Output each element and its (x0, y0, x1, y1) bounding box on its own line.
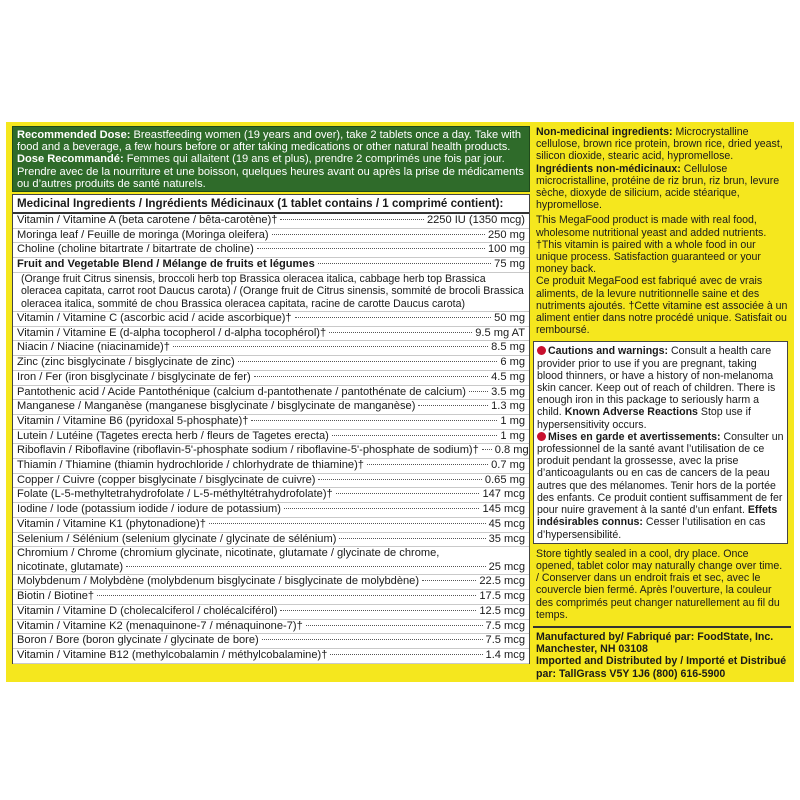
nonmed-text: Microcrystalline cellulose, brown rice protein, brown rice, dried yeast, silicon dioxide, stearic acid, hypromellose. (536, 126, 783, 163)
ingredient-amount: 8.5 mg (491, 341, 525, 354)
chromium-row (13, 547, 529, 575)
leader-dots (173, 346, 488, 347)
ingredient-row (13, 356, 529, 371)
adverse-text: Stop use if hypersensitivity occurs. (537, 406, 751, 431)
ingredient-name: Vitamin / Vitamine K2 (menaquinone-7 / ménaquinone-7)† (17, 619, 303, 632)
non-medicinal-block (536, 126, 788, 214)
ingredient-name: Vitamin / Vitamine B12 (methylcobalamin / méthylcobalamine)† (17, 648, 328, 661)
ingredient-amount: 145 mcg (482, 503, 525, 516)
ingredient-amount: 0.8 mg (494, 444, 529, 457)
ingredient-row (13, 430, 529, 445)
ingredient-amount: 7.5 mcg (485, 634, 525, 647)
chromium-line-1: Chromium / Chrome (chromium glycinate, nicotinate, glutamate / glycinate de chrome, (17, 547, 440, 560)
adverse-label: Known Adverse Reactions (564, 406, 698, 419)
ingredient-row (13, 386, 529, 401)
caution-label: Cautions and warnings: (548, 345, 669, 358)
ingredient-row (13, 444, 529, 459)
about-en: This MegaFood product is made with real food, wholesome nutritional yeast and added nutrients. †This vitamin is paired with a whole food in our unique process. Satisfaction guaranteed or your money back. (536, 214, 767, 276)
nonmed-fr-text: Cellulose microcristalline, protéine de riz brun, riz brun, levure sèche, dioxyde de silicium, acide stéarique, hypromellose. (536, 162, 780, 212)
ingredient-name: Moringa leaf / Feuille de moringa (Moringa oleifera) (17, 228, 269, 241)
ingredient-row (13, 488, 529, 503)
medicinal-ingredients-table (12, 194, 530, 664)
warnings-box (533, 341, 788, 543)
dose-fr-label: Dose Recommandé: (17, 153, 124, 166)
ingredient-amount: 100 mg (487, 243, 525, 256)
ingredient-rows-3 (17, 575, 525, 663)
divider (533, 626, 791, 628)
facts-header: Medicinal Ingredients / Ingrédients Médicinaux (1 tablet contains / 1 comprimé contient): (13, 195, 529, 214)
ingredient-amount: 147 mcg (482, 488, 525, 501)
ingredient-name: Iron / Fer (iron bisglycinate / bisglycinate de fer) (17, 370, 251, 383)
ingredient-row (13, 474, 529, 489)
ingredient-row (13, 533, 529, 548)
recommended-dose-box (12, 126, 530, 192)
leader-dots (330, 654, 482, 655)
leader-dots (329, 332, 472, 333)
ingredient-amount: 250 mg (487, 228, 525, 241)
ingredient-name: Selenium / Sélénium (selenium glycinate / glycinate de sélénium) (17, 532, 337, 545)
dose-en-label: Recommended Dose: (17, 129, 131, 141)
storage-text: Store tightly sealed in a cool, dry place. Once opened, tablet color may naturally change over time. / Conserver dans un endroit frais et sec, avec le couvercle bien fermé. Après l’ouverture, la couleur des comprimés peut changer naturellement au fil du temps. (536, 547, 783, 621)
leader-dots (272, 234, 485, 235)
ingredient-row (13, 400, 529, 415)
leader-dots (238, 361, 498, 362)
ingredient-row (13, 605, 529, 620)
ingredient-row (13, 415, 529, 430)
mises-text: Consulter un professionnel de la santé avant l’utilisation de ce produit pendant la grossesse, avec la prise d’anticoagulants ou en cas de cancers de la peau autres que des mélanomes. Tenir hors de la portée des enfants. Ce produit contient suffisamment de fer pour nuire gravement à la santé d’un enfant. (537, 430, 784, 517)
about-block (536, 214, 788, 339)
leader-dots (262, 639, 483, 640)
leader-dots (306, 625, 483, 626)
ingredient-amount: 1.4 mcg (485, 648, 525, 661)
ingredient-row (13, 620, 529, 635)
ingredient-row (13, 243, 529, 258)
ingredient-name: Pantothenic acid / Acide Pantothénique (calcium d-pantothenate / pantothénate de calcium) (17, 385, 466, 398)
ingredient-name: Vitamin / Vitamine A (beta carotene / bêta-carotène)† (17, 214, 278, 226)
ingredient-name: Vitamin / Vitamine C (ascorbic acid / acide ascorbique)† (17, 312, 292, 325)
ingredient-amount: 9.5 mg AT (475, 326, 525, 339)
leader-dots (251, 420, 497, 421)
ingredient-name: Iodine / Iode (potassium iodide / iodure de potassium) (17, 503, 281, 516)
ingredient-name: Vitamin / Vitamine E (d-alpha tocopherol / d-alpha tocophérol)† (17, 326, 327, 339)
ingredient-amount: 1.3 mg (491, 400, 525, 413)
ingredient-rows-1 (17, 214, 525, 273)
leader-dots (318, 479, 481, 480)
ingredient-row (13, 575, 529, 590)
ingredient-row (13, 312, 529, 327)
leader-dots (209, 523, 486, 524)
ingredient-row (13, 341, 529, 356)
leader-dots (257, 248, 485, 249)
leader-dots (339, 538, 485, 539)
ingredient-amount: 45 mcg (488, 517, 525, 530)
ingredient-amount: 3.5 mg (491, 385, 525, 398)
ingredient-name: Zinc (zinc bisglycinate / bisglycinate de zinc) (17, 356, 235, 369)
ingredient-row (13, 590, 529, 605)
ingredient-amount: 4.5 mg (491, 370, 525, 383)
leader-dots (284, 508, 480, 509)
ingredient-name: Riboflavin / Riboflavine (riboflavin-5'-phosphate sodium / riboflavine-5'-phosphate de sodium)† (17, 444, 479, 457)
ingredient-name: Biotin / Biotine† (17, 590, 95, 603)
nonmed-label: Non-medicinal ingredients: (536, 126, 673, 138)
ingredient-name: Copper / Cuivre (copper bisglycinate / bisglycinate de cuivre) (17, 473, 316, 486)
ingredient-row (13, 518, 529, 533)
leader-dots (280, 219, 424, 220)
ingredient-row (13, 459, 529, 474)
leader-dots (254, 376, 488, 377)
leader-dots (280, 610, 476, 611)
ingredient-amount: 35 mcg (488, 532, 525, 545)
chromium-line-2: nicotinate, glutamate) (17, 560, 124, 573)
warning-dot-icon (537, 346, 546, 355)
ingredient-row (13, 214, 529, 229)
ingredient-amount: 1 mg (500, 414, 525, 427)
leader-dots (318, 263, 491, 264)
ingredient-name: Molybdenum / Molybdène (molybdenum bisglycinate / bisglycinate de molybdène) (17, 575, 420, 588)
ingredient-amount: 0.65 mg (484, 473, 525, 486)
ingredient-name: Vitamin / Vitamine B6 (pyridoxal 5-phosphate)† (17, 414, 249, 427)
effets-label: Effets indésirables connus: (537, 504, 778, 529)
ingredient-rows-2 (17, 312, 529, 547)
leader-dots (295, 317, 492, 318)
ingredient-row (13, 634, 529, 649)
ingredient-name: Vitamin / Vitamine K1 (phytonadione)† (17, 517, 206, 530)
manufacturer-text: Manufactured by/ Fabriqué par: FoodState, Inc. Manchester, NH 03108 (536, 630, 774, 656)
nonmed-fr-label: Ingrédients non-médicinaux: (536, 162, 681, 175)
ingredient-name: Manganese / Manganèse (manganese bisglycinate / bisglycinate de manganèse) (17, 400, 416, 413)
blend-note: (Orange fruit Citrus sinensis, broccoli herb top Brassica oleracea italica, cabbage herb top Brassica oleracea capitata, carrot root Daucus carota) / (Orange fruit de Citrus sinensis, sommité de brocoli Brassica oleracea italica, sommité de chou Brassica oleracea capitata, racine de carotte Daucus carota) (13, 273, 529, 312)
ingredient-amount: 17.5 mcg (479, 590, 525, 603)
leader-dots (367, 464, 488, 465)
about-fr: Ce produit MegaFood est fabriqué avec de vrais aliments, de la levure nutritionnelle saine et des nutriments ajoutés. †Cette vitamine est associée à un aliment entier dans notre procédé unique. Satisfait ou remboursé. (536, 275, 788, 337)
leader-dots (126, 566, 486, 567)
mises-label: Mises en garde et avertissements: (548, 430, 721, 443)
right-column (536, 126, 788, 683)
dose-en-text: Breastfeeding women (19 years and over), take 2 tablets once a day. Take with food and a beverage, a few hours before or after taking medications or other natural health products. (17, 129, 521, 154)
ingredient-amount: 0.7 mg (491, 459, 525, 472)
ingredient-row (13, 258, 529, 273)
leader-dots (469, 391, 488, 392)
ingredient-amount: 12.5 mcg (479, 604, 525, 617)
ingredient-amount: 7.5 mcg (485, 619, 525, 632)
ingredient-amount: 75 mg (494, 258, 525, 271)
ingredient-name: Fruit and Vegetable Blend / Mélange de fruits et légumes (17, 258, 315, 271)
left-column (12, 126, 530, 664)
leader-dots (332, 435, 497, 436)
ingredient-amount: 22.5 mcg (479, 575, 525, 588)
leader-dots (418, 405, 488, 406)
chromium-value: 25 mcg (488, 560, 525, 573)
leader-dots (97, 595, 476, 596)
ingredient-row (13, 371, 529, 386)
importer-text: Imported and Distributed by / Importé et Distribué par: TallGrass V5Y 1J6 (800) 616-5900 (536, 655, 787, 680)
effets-text: Cesser l’utilisation en cas d’hypersensibilité. (537, 516, 766, 541)
leader-dots (336, 493, 480, 494)
dose-fr-text: Femmes qui allaitent (19 ans et plus), prendre 2 comprimés une fois par jour. Prendre avec de la nourriture et une boisson, quelques heures avant ou après la prise de médicaments ou d’autres produits de santé naturels. (17, 153, 524, 190)
manufacturer-block (536, 631, 788, 683)
ingredient-row (13, 327, 529, 342)
label-background (6, 122, 794, 682)
ingredient-name: Lutein / Lutéine (Tagetes erecta herb / fleurs de Tagetes erecta) (17, 429, 329, 442)
ingredient-amount: 50 mg (494, 312, 525, 325)
ingredient-row (13, 649, 529, 664)
ingredient-row (13, 229, 529, 244)
ingredient-row (13, 503, 529, 518)
caution-text: Consult a health care provider prior to use if you are pregnant, taking blood thinners, or have a history of non-melanoma skin cancer. Keep out of reach of children. There is enough iron in this package to seriously harm a child. (537, 345, 776, 419)
leader-dots (482, 449, 492, 450)
ingredient-name: Vitamin / Vitamine D (cholecalciferol / cholécalciférol) (17, 604, 278, 617)
storage-block (536, 548, 788, 624)
ingredient-name: Thiamin / Thiamine (thiamin hydrochloride / chlorhydrate de thiamine)† (17, 459, 364, 472)
leader-dots (422, 580, 476, 581)
ingredient-name: Niacin / Niacine (niacinamide)† (17, 341, 170, 354)
ingredient-amount: 6 mg (500, 356, 525, 369)
ingredient-name: Choline (choline bitartrate / bitartrate de choline) (17, 243, 254, 256)
ingredient-name: Boron / Bore (boron glycinate / glycinate de bore) (17, 634, 259, 647)
ingredient-amount: 1 mg (500, 429, 525, 442)
ingredient-amount: 2250 IU (1350 mcg) (426, 214, 525, 226)
warning-dot-icon (537, 432, 546, 441)
ingredient-name: Folate (L-5-methyltetrahydrofolate / L-5-méthyltétrahydrofolate)† (17, 488, 333, 501)
